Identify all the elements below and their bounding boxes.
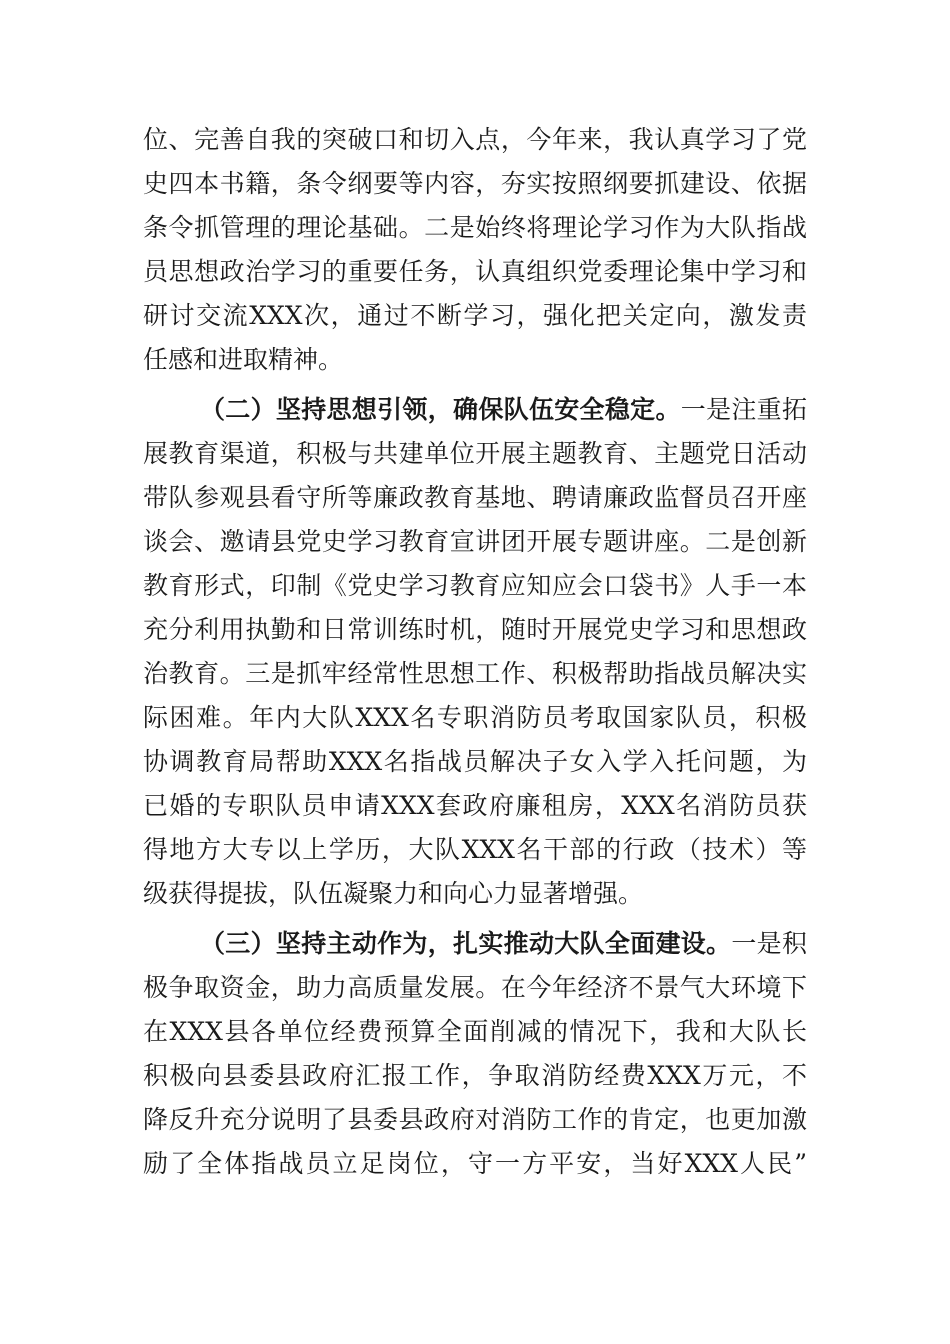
- paragraph-3-line-5: 降反升充分说明了县委县政府对消防工作的肯定，也更加激: [143, 1105, 807, 1134]
- paragraph-2-line-10: 已婚的专职队员申请XXX套政府廉租房，XXX名消防员获: [143, 791, 807, 820]
- paragraph-1-line-6: 任感和进取精神。: [143, 345, 344, 374]
- paragraph-3-first-line: [200, 924, 807, 964]
- paragraph-2-line-6: 充分利用执勤和日常训练时机，随时开展党史学习和思想政: [143, 615, 807, 644]
- paragraph-1-line-5: 研讨交流XXX次，通过不断学习，强化把关定向，激发责: [143, 301, 807, 330]
- paragraph-2-line-11: 得地方大专以上学历，大队XXX名干部的行政（技术）等: [143, 835, 807, 864]
- paragraph-3-first-line-rest: 一是积: [731, 929, 807, 958]
- paragraph-2-first-line: [200, 390, 807, 430]
- paragraph-2-line-3: 带队参观县看守所等廉政教育基地、聘请廉政监督员召开座: [143, 483, 807, 512]
- paragraph-3-line-6: 励了全体指战员立足岗位，守一方平安，当好XXX人民”: [143, 1149, 807, 1178]
- paragraph-2-line-2: 展教育渠道，积极与共建单位开展主题教育、主题党日活动: [143, 439, 807, 468]
- paragraph-3-line-3: 在XXX县各单位经费预算全面削减的情况下，我和大队长: [143, 1017, 807, 1046]
- paragraph-2-line-7: 治教育。三是抓牢经常性思想工作、积极帮助指战员解决实: [143, 659, 807, 688]
- paragraph-1-line-4: 员思想政治学习的重要任务，认真组织党委理论集中学习和: [143, 257, 807, 286]
- paragraph-1-line-2: 史四本书籍，条令纲要等内容，夯实按照纲要抓建设、依据: [143, 169, 807, 198]
- paragraph-2-line-8: 际困难。年内大队XXX名专职消防员考取国家队员，积极: [143, 703, 807, 732]
- paragraph-2-line-12: 级获得提拔，队伍凝聚力和向心力显著增强。: [143, 879, 644, 908]
- paragraph-3-line-2: 极争取资金，助力高质量发展。在今年经济不景气大环境下: [143, 973, 807, 1002]
- paragraph-3-line-4: 积极向县委县政府汇报工作，争取消防经费XXX万元，不: [143, 1061, 807, 1090]
- paragraph-1-line-1: 位、完善自我的突破口和切入点，今年来，我认真学习了党: [143, 125, 807, 154]
- paragraph-2-line-4: 谈会、邀请县党史学习教育宣讲团开展专题讲座。二是创新: [143, 527, 807, 556]
- paragraph-2-line-5: 教育形式，印制《党史学习教育应知应会口袋书》人手一本: [143, 571, 807, 600]
- paragraph-2-heading: （二）坚持思想引领，确保队伍安全稳定。: [200, 395, 681, 424]
- paragraph-2-first-line-rest: 一是注重拓: [680, 395, 807, 424]
- paragraph-3-heading: （三）坚持主动作为，扎实推动大队全面建设。: [200, 929, 732, 958]
- paragraph-2-line-9: 协调教育局帮助XXX名指战员解决子女入学入托问题，为: [143, 747, 807, 776]
- paragraph-1-line-3: 条令抓管理的理论基础。二是始终将理论学习作为大队指战: [143, 213, 807, 242]
